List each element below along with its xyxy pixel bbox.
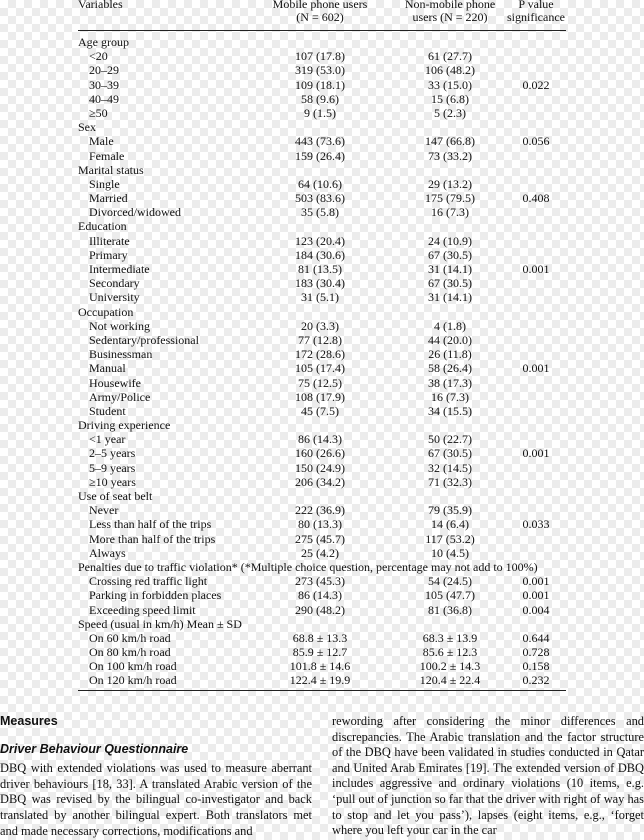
- row-label: Use of seat belt: [78, 489, 153, 503]
- nonmobile-value: 106 (48.2): [425, 63, 475, 78]
- right-column: [332, 714, 644, 839]
- mobile-value: 273 (45.3): [295, 574, 345, 589]
- nonmobile-value: 31 (14.1): [428, 262, 472, 276]
- row-label: ≥50: [89, 105, 108, 120]
- mobile-value: 183 (30.4): [295, 276, 345, 291]
- measures-heading: Measures: [0, 714, 58, 728]
- table-row: [78, 35, 566, 49]
- row-label: Secondary: [89, 276, 140, 291]
- row-label: Single: [89, 176, 120, 191]
- table-row: [78, 418, 566, 432]
- nonmobile-value: 33 (15.0): [428, 77, 472, 92]
- nonmobile-value: 58 (26.4): [428, 361, 472, 376]
- mobile-value: 80 (13.3): [298, 517, 342, 532]
- header-mobile-line2: (N = 602): [296, 10, 344, 24]
- mobile-value: 75 (12.5): [298, 375, 342, 390]
- mobile-value: 503 (83.6): [295, 191, 345, 206]
- row-label: Occupation: [78, 304, 134, 319]
- row-label: More than half of the trips: [89, 531, 216, 546]
- nonmobile-value: 4 (1.8): [434, 318, 466, 333]
- row-label: Sex: [78, 120, 96, 135]
- nonmobile-value: 68.3 ± 13.9: [422, 630, 478, 645]
- mobile-value: 101.8 ± 14.6: [289, 659, 351, 674]
- row-label: Married: [89, 191, 128, 206]
- row-label: On 100 km/h road: [89, 659, 177, 674]
- table-row: [78, 645, 566, 659]
- table-row: [78, 234, 566, 248]
- p-value: 0.033: [522, 517, 550, 532]
- row-label: 20–29: [89, 63, 119, 78]
- table-row: [78, 191, 566, 205]
- nonmobile-value: 117 (53.2): [425, 531, 475, 546]
- row-label: On 120 km/h road: [89, 673, 177, 688]
- table-row: [78, 78, 566, 92]
- row-label: Exceeding speed limit: [89, 602, 196, 617]
- table-row: [78, 659, 566, 673]
- row-label: University: [89, 290, 140, 305]
- nonmobile-value: 120.4 ± 22.4: [419, 673, 481, 688]
- row-label: <20: [89, 49, 108, 64]
- table-row: [78, 248, 566, 262]
- nonmobile-value: 10 (4.5): [431, 545, 469, 560]
- nonmobile-value: 50 (22.7): [428, 432, 472, 447]
- row-label: Female: [89, 148, 125, 163]
- p-value: 0.158: [522, 659, 550, 674]
- mobile-value: 109 (18.1): [295, 77, 345, 92]
- mobile-value: 81 (13.5): [298, 262, 342, 276]
- table-row: [78, 163, 566, 177]
- p-value: 0.001: [522, 574, 550, 589]
- mobile-value: 20 (3.3): [301, 318, 339, 333]
- p-value: 0.001: [522, 262, 550, 276]
- nonmobile-value: 67 (30.5): [428, 247, 472, 262]
- row-label: Male: [89, 134, 114, 149]
- mobile-value: 172 (28.6): [295, 347, 345, 362]
- row-label: Education: [78, 219, 127, 234]
- table-row: [78, 134, 566, 148]
- header-p-value: [502, 0, 570, 24]
- row-label: Not working: [89, 318, 150, 333]
- mobile-value: 184 (30.6): [295, 247, 345, 262]
- header-mobile-line1: Mobile phone users: [272, 0, 368, 11]
- nonmobile-value: 38 (17.3): [428, 375, 472, 390]
- row-label: Businessman: [89, 347, 153, 362]
- nonmobile-value: 24 (10.9): [428, 233, 472, 248]
- table-row: [78, 475, 566, 489]
- table-row: [78, 446, 566, 460]
- mobile-value: 105 (17.4): [295, 361, 345, 376]
- nonmobile-value: 67 (30.5): [428, 446, 472, 461]
- table-row: [78, 347, 566, 361]
- table-row: [78, 290, 566, 304]
- table-row: [78, 333, 566, 347]
- table-row: [78, 262, 566, 276]
- table-row: [78, 149, 566, 163]
- row-label: Divorced/widowed: [89, 205, 181, 220]
- row-label: Driving experience: [78, 418, 171, 433]
- header-p-line1: P value: [518, 0, 554, 11]
- table-row: [78, 574, 566, 588]
- table-row: [78, 461, 566, 475]
- p-value: 0.001: [522, 446, 550, 461]
- table-row: [78, 305, 566, 319]
- row-label: Speed (usual in km/h) Mean ± SD: [78, 616, 242, 631]
- row-label: Marital status: [78, 162, 144, 177]
- table-row: [78, 404, 566, 418]
- nonmobile-value: 26 (11.8): [428, 347, 472, 362]
- table-header: [78, 0, 566, 31]
- row-label: Sedentary/professional: [89, 332, 199, 347]
- mobile-value: 64 (10.6): [298, 176, 342, 191]
- mobile-value: 159 (26.4): [295, 148, 345, 163]
- mobile-value: 206 (34.2): [295, 474, 345, 489]
- table-row: [78, 319, 566, 333]
- mobile-value: 31 (5.1): [301, 290, 339, 305]
- row-label: Army/Police: [89, 389, 151, 404]
- row-label: Age group: [78, 35, 129, 49]
- table-row: [78, 390, 566, 404]
- table-row: [78, 106, 566, 120]
- row-label: Crossing red traffic light: [89, 574, 208, 589]
- mobile-value: 9 (1.5): [304, 105, 336, 120]
- mobile-value: 123 (20.4): [295, 233, 345, 248]
- header-p-line2: significance: [507, 10, 565, 24]
- row-label: Illiterate: [89, 233, 130, 248]
- mobile-value: 160 (26.6): [295, 446, 345, 461]
- header-variables: Variables: [78, 0, 123, 11]
- mobile-value: 77 (12.8): [298, 332, 342, 347]
- table-row: [78, 517, 566, 531]
- row-label: Housewife: [89, 375, 141, 390]
- mobile-value: 107 (17.8): [295, 49, 345, 64]
- mobile-value: 86 (14.3): [298, 432, 342, 447]
- nonmobile-value: 61 (27.7): [428, 49, 472, 64]
- p-value: 0.022: [522, 77, 550, 92]
- nonmobile-value: 44 (20.0): [428, 332, 472, 347]
- table-row: [78, 205, 566, 219]
- mobile-value: 275 (45.7): [295, 531, 345, 546]
- table-row: [78, 603, 566, 617]
- nonmobile-value: 100.2 ± 14.3: [419, 659, 481, 674]
- mobile-value: 319 (53.0): [295, 63, 345, 78]
- right-paragraph: rewording after considering the minor differences and discrepancies. The Arabic translation and the factor structure of the DBQ have been validated in studies conducted in Qatar and United Arab Emirates [19]. The extended version of DBQ includes aggressive and ordinary violations (10 items, e.g. ‘pull out of junction so far that the driver with right of way has to stop and let you pass’), lapses (eight items, e.g., ‘forget where you left your car in the car: [332, 714, 644, 838]
- table-row: [78, 503, 566, 517]
- mobile-value: 443 (73.6): [295, 134, 345, 149]
- table-row: [78, 92, 566, 106]
- table-row: [78, 120, 566, 134]
- table-row: [78, 276, 566, 290]
- header-mobile-users: [270, 0, 370, 24]
- nonmobile-value: 16 (7.3): [431, 205, 469, 220]
- mobile-value: 108 (17.9): [295, 389, 345, 404]
- nonmobile-value: 79 (35.9): [428, 503, 472, 518]
- mobile-value: 290 (48.2): [295, 602, 345, 617]
- table-row: [78, 361, 566, 375]
- nonmobile-value: 105 (47.7): [425, 588, 475, 603]
- table-row: [78, 546, 566, 560]
- nonmobile-value: 16 (7.3): [431, 389, 469, 404]
- table-row: [78, 631, 566, 645]
- table-row: [78, 177, 566, 191]
- nonmobile-value: 29 (13.2): [428, 176, 472, 191]
- nonmobile-value: 175 (79.5): [425, 191, 475, 206]
- p-value: 0.056: [522, 134, 550, 149]
- table-bottom-rule: [78, 690, 566, 691]
- mobile-value: 122.4 ± 19.9: [289, 673, 351, 688]
- nonmobile-value: 67 (30.5): [428, 276, 472, 291]
- p-value: 0.004: [522, 602, 550, 617]
- nonmobile-value: 81 (36.8): [428, 602, 472, 617]
- header-nonmobile-line2: users (N = 220): [412, 10, 488, 24]
- left-column: [0, 714, 312, 839]
- table-row: [78, 588, 566, 602]
- nonmobile-value: 5 (2.3): [434, 105, 466, 120]
- row-label: Student: [89, 403, 126, 418]
- row-label: 30–39: [89, 77, 119, 92]
- row-label: On 60 km/h road: [89, 630, 171, 645]
- nonmobile-value: 54 (24.5): [428, 574, 472, 589]
- table-row: [78, 532, 566, 546]
- nonmobile-value: 32 (14.5): [428, 460, 472, 475]
- header-nonmobile-users: [394, 0, 506, 24]
- row-label: Always: [89, 545, 126, 560]
- p-value: 0.001: [522, 361, 550, 376]
- row-label: Penalties due to traffic violation* (*Multiple choice question, percentage may not add to 100%): [78, 559, 538, 574]
- row-label: Less than half of the trips: [89, 517, 212, 532]
- table-row: [78, 560, 566, 574]
- mobile-value: 150 (24.9): [295, 460, 345, 475]
- mobile-value: 45 (7.5): [301, 403, 339, 418]
- nonmobile-value: 85.6 ± 12.3: [422, 645, 478, 660]
- mobile-value: 86 (14.3): [298, 588, 342, 603]
- mobile-value: 25 (4.2): [301, 545, 339, 560]
- p-value: 0.001: [522, 588, 550, 603]
- table-row: [78, 49, 566, 63]
- table-row: [78, 432, 566, 446]
- nonmobile-value: 73 (33.2): [428, 148, 472, 163]
- nonmobile-value: 14 (6.4): [431, 517, 469, 532]
- mobile-value: 222 (36.9): [295, 503, 345, 518]
- table-row: [78, 673, 566, 687]
- mobile-value: 58 (9.6): [301, 91, 339, 106]
- table-row: [78, 63, 566, 77]
- p-value: 0.232: [522, 673, 550, 688]
- header-nonmobile-line1: Non-mobile phone: [404, 0, 496, 11]
- table-body: [78, 35, 566, 688]
- table-row: [78, 376, 566, 390]
- row-label: Parking in forbidden places: [89, 588, 222, 603]
- table-row: [78, 219, 566, 233]
- nonmobile-value: 34 (15.5): [428, 403, 472, 418]
- table-row: [78, 617, 566, 631]
- nonmobile-value: 15 (6.8): [431, 91, 469, 106]
- p-value: 0.644: [522, 630, 550, 645]
- data-table: [78, 0, 566, 691]
- table-row: [78, 489, 566, 503]
- mobile-value: 35 (5.8): [301, 205, 339, 220]
- row-label: Intermediate: [89, 262, 150, 276]
- p-value: 0.728: [522, 645, 550, 660]
- nonmobile-value: 71 (32.3): [428, 474, 472, 489]
- row-label: 40–49: [89, 91, 119, 106]
- row-label: On 80 km/h road: [89, 645, 171, 660]
- row-label: Never: [89, 503, 119, 518]
- row-label: ≥10 years: [89, 474, 136, 489]
- p-value: 0.408: [522, 191, 550, 206]
- nonmobile-value: 31 (14.1): [428, 290, 472, 305]
- mobile-value: 68.8 ± 13.3: [292, 630, 348, 645]
- mobile-value: 85.9 ± 12.7: [292, 645, 348, 660]
- dbq-heading: Driver Behaviour Questionnaire: [0, 741, 189, 756]
- row-label: <1 year: [89, 432, 126, 447]
- row-label: Primary: [89, 247, 128, 262]
- row-label: Manual: [89, 361, 126, 376]
- left-paragraph: DBQ with extended violations was used to measure aberrant driver behaviours [18, 33]. A translated Arabic version of the DBQ was revised by the bilingual co-investigator and back translated by another bilingual expert. Both translators met and made necessary corrections, modifications and: [0, 761, 312, 838]
- row-label: 2–5 years: [89, 446, 136, 461]
- nonmobile-value: 147 (66.8): [425, 134, 475, 149]
- row-label: 5–9 years: [89, 460, 136, 475]
